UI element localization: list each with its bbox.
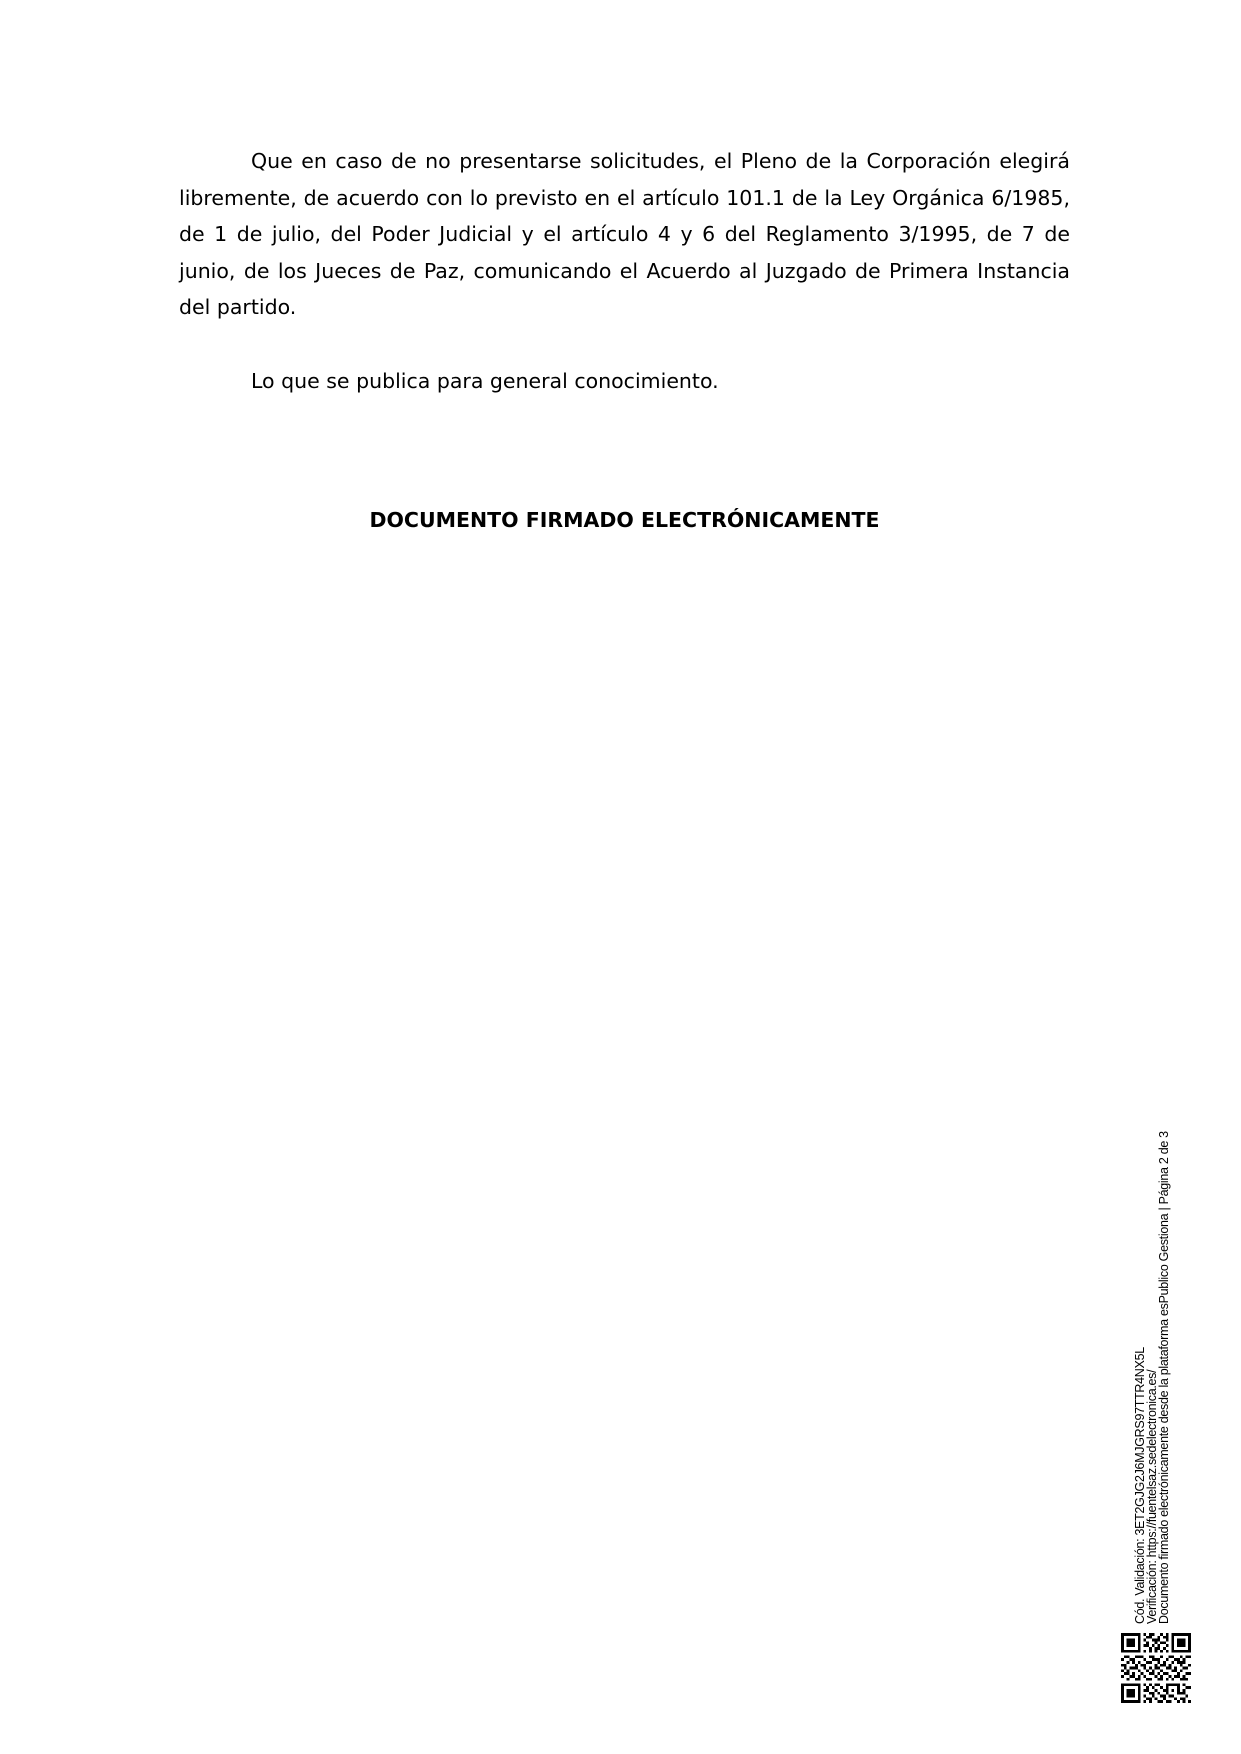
qr-code-icon [1121,1633,1191,1703]
verification-url: Verificación: https://fuentelsaz.sedelectronica.es/ [1145,1369,1159,1624]
signed-notice: DOCUMENTO FIRMADO ELECTRÓNICAMENTE [369,508,880,532]
verification-margin [1133,1104,1171,1624]
paragraph-election: Que en caso de no presentarse solicitudes, el Pleno de la Corporación elegirá libremente, de acuerdo con lo previsto en el artículo 101.1 de la Ley Orgánica 6/1985, de 1 de julio, del Poder Judicial y el artículo 4 y 6 del Reglamento 3/1995, de 7 de junio, de los Jueces de Paz, comunicando el Acuerdo al Juzgado de Primera Instancia del partido. [179,149,1070,320]
validation-code: Cód. Validación: 3ET2GJG2J6MJGRS97TTR4NX5L [1133,1347,1147,1624]
document-body [179,143,1070,399]
platform-notice: Documento firmado electrónicamente desde la plataforma esPublico Gestiona | Página 2 de 3 [1157,1131,1171,1624]
paragraph-publication: Lo que se publica para general conocimiento. [251,368,719,393]
